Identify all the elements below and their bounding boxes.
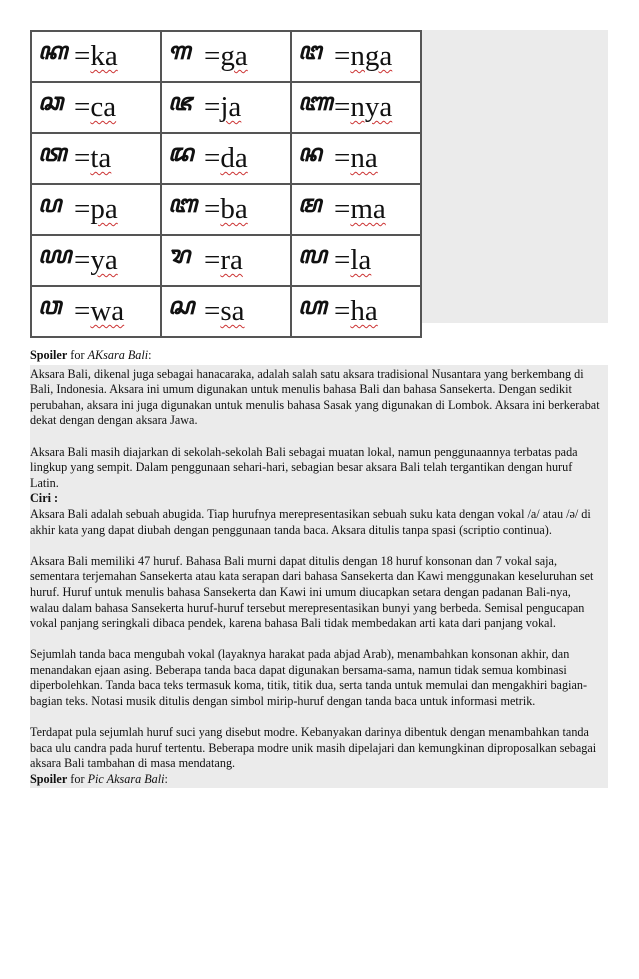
aksara-latin: =nya — [334, 91, 393, 123]
aksara-cell — [31, 31, 161, 82]
paragraph-modre: Terdapat pula sejumlah huruf suci yang disebut modre. Kebanyakan darinya dibentuk dengan menambahkan tanda baca ulu candra pada huruf tertentu. Beberapa modre unik masih dipelajari dan kemungkinan diproposalkan sebagai aksara Bali tambahan di masa mendatang. — [30, 725, 597, 771]
paragraph-abugida: Aksara Bali adalah sebuah abugida. Tiap hurufnya merepresentasikan sebuah suku kata dengan vokal /a/ atau /ə/ di akhir kata yang dapat diubah dengan penggunaan tanda baca. Aksara ditulis tanpa spasi (scriptio continua). — [30, 506, 591, 537]
paragraph-diacritics: Sejumlah tanda baca mengubah vokal (layaknya harakat pada abjad Arab), menambahkan konsonan akhir, dan menandakan ejaan asing. Beberapa tanda baca dapat digunakan bersama-sama, namun tidak semua kombinasi diperbolehkan. Tanda baca teks termasuk koma, titik, titik dua, serta tanda untuk memulai dan mengakhiri bagian-bagian teks. Notasi musik ditulis dengan simbol mirip-huruf dengan tanda baca untuk informasi metrik. — [30, 647, 588, 709]
aksara-latin: =ma — [334, 193, 386, 225]
aksara-row — [31, 133, 421, 184]
aksara-cell — [291, 31, 421, 82]
aksara-cell — [161, 82, 291, 133]
aksara-latin: =nga — [334, 40, 393, 72]
aksara-cell — [291, 184, 421, 235]
aksara-latin: =la — [334, 244, 372, 276]
aksara-cell — [161, 133, 291, 184]
post-content — [30, 348, 608, 803]
aksara-glyph: ꦧ — [168, 190, 196, 218]
aksara-latin: =ya — [74, 244, 118, 276]
aksara-glyph: ꦢ — [168, 139, 193, 167]
aksara-latin: =ja — [204, 91, 242, 123]
aksara-cell — [161, 235, 291, 286]
aksara-latin: =pa — [74, 193, 118, 225]
aksara-latin: =ra — [204, 244, 243, 276]
aksara-glyph: ꦩ — [298, 190, 321, 218]
aksara-glyph: ꦕ — [38, 88, 63, 116]
aksara-glyph: ꦪ — [38, 241, 71, 269]
paragraph-intro: Aksara Bali, dikenal juga sebagai hanacaraka, adalah salah satu aksara tradisional Nusantara yang berkembang di Bali, Indonesia. Aksara ini umum digunakan untuk menulis bahasa Bali dan bahasa Sansekerta. Dengan sedikit perubahan, aksara ini juga digunakan untuk menulis bahasa Sasak yang digunakan di Lombok. Aksara ini berkerabat dekat dengan dengan aksara Jawa. — [30, 366, 600, 428]
aksara-latin: =ga — [204, 40, 248, 72]
aksara-cell — [291, 286, 421, 337]
aksara-chart-image — [30, 30, 608, 327]
aksara-glyph: ꦏ — [38, 37, 67, 65]
aksara-glyph: ꦚ — [298, 88, 332, 116]
aksara-latin: =na — [334, 142, 378, 174]
aksara-glyph: ꦮ — [38, 292, 61, 320]
aksara-row — [31, 235, 421, 286]
aksara-latin: =da — [204, 142, 248, 174]
spoiler-colon: : — [148, 348, 152, 362]
aksara-cell — [291, 133, 421, 184]
aksara-latin: =ka — [74, 40, 118, 72]
aksara-glyph: ꦗ — [168, 88, 191, 116]
aksara-cell — [291, 235, 421, 286]
spoiler-header[interactable] — [30, 348, 608, 364]
aksara-cell — [31, 235, 161, 286]
spoiler-for-2: for — [67, 772, 88, 787]
spoiler-for: for — [67, 348, 88, 362]
ciri-heading: Ciri : — [30, 491, 59, 506]
spoiler-colon-2: : — [164, 772, 168, 787]
aksara-glyph: ꦭ — [298, 241, 326, 269]
paragraph-usage: Aksara Bali masih diajarkan di sekolah-sekolah Bali sebagai muatan lokal, namun penggunaannya terbatas pada lingkup yang sempit. Dalam penggunaan sehari-hari, sebagian besar aksara Bali telah tergantikan dengan huruf Latin. — [30, 444, 578, 490]
spoiler-title-2: Pic Aksara Bali — [87, 772, 165, 787]
aksara-glyph: ꦲ — [298, 292, 326, 320]
aksara-table — [30, 30, 422, 338]
spoiler-label: Spoiler — [30, 348, 68, 362]
spoiler-content — [30, 365, 608, 788]
spoiler-header-2[interactable] — [30, 772, 608, 788]
paragraph-letters: Aksara Bali memiliki 47 huruf. Bahasa Bali murni dapat ditulis dengan 18 huruf konsonan dan 7 vokal saja, sementara terjemahan Sansekerta atau kata serapan dari bahasa Sansekerta dan Kawi menggunakan keseluruhan set huruf. Huruf untuk menulis bahasa Sansekerta dan Kawi ini umum diucapkan setara dengan padanan Bali-nya, walau dalam bahasa Sansekerta huruf-huruf tersebut merepresentasikan bunyi yang berbeda. Semisal pengucapan vokal panjang seringkali dibaca pendek, karena bahasa Bali tidak membedakan arti kata dari panjang vokal. — [30, 553, 594, 631]
aksara-glyph: ꦥ — [38, 190, 61, 218]
aksara-latin: =ta — [74, 142, 112, 174]
aksara-glyph: ꦒ — [168, 37, 190, 65]
aksara-row — [31, 82, 421, 133]
aksara-cell — [291, 82, 421, 133]
spoiler-label-2: Spoiler — [30, 772, 68, 787]
aksara-glyph: ꦤ — [298, 139, 321, 167]
aksara-row — [31, 286, 421, 337]
aksara-row — [31, 31, 421, 82]
aksara-latin: =sa — [204, 295, 245, 327]
aksara-cell — [31, 286, 161, 337]
aksara-latin: =ba — [204, 193, 248, 225]
spoiler-title: AKsara Bali — [87, 348, 149, 362]
aksara-cell — [31, 82, 161, 133]
aksara-glyph: ꦫ — [168, 241, 189, 269]
aksara-cell — [161, 184, 291, 235]
aksara-cell — [161, 31, 291, 82]
aksara-cell — [31, 184, 161, 235]
aksara-glyph: ꦱ — [168, 292, 194, 320]
aksara-latin: =ca — [74, 91, 117, 123]
aksara-row — [31, 184, 421, 235]
aksara-cell — [161, 286, 291, 337]
aksara-cell — [31, 133, 161, 184]
aksara-glyph: ꦔ — [298, 37, 321, 65]
aksara-latin: =wa — [74, 295, 125, 327]
aksara-latin: =ha — [334, 295, 378, 327]
aksara-glyph: ꦠ — [38, 139, 66, 167]
